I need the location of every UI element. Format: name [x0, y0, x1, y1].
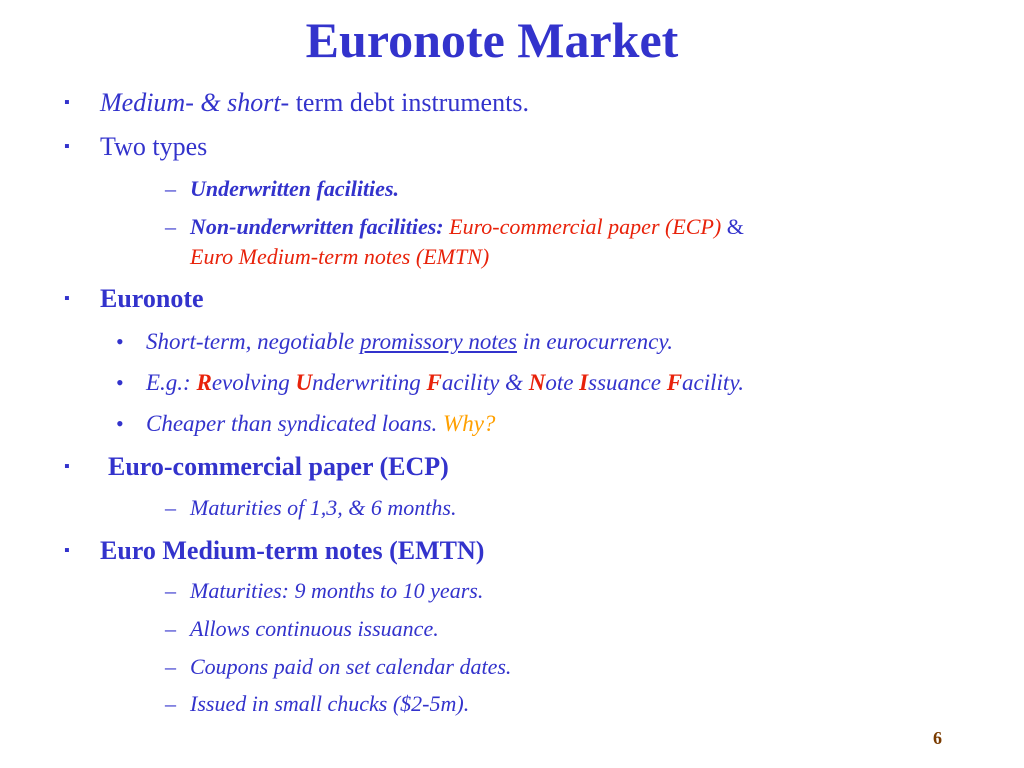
sub-short-term: Short-term, negotiable promissory notes in eurocurrency. — [146, 329, 674, 354]
sub-underwritten: Underwritten facilities. — [190, 176, 399, 201]
dash-bullet-icon: – — [165, 691, 176, 716]
bullet-emtn: Euro Medium-term notes (EMTN) — [100, 536, 485, 565]
dash-bullet-icon: – — [165, 654, 176, 679]
sub-emtn-maturities: Maturities: 9 months to 10 years. — [190, 578, 484, 603]
bullet-euronote: Euronote — [100, 284, 204, 313]
dash-bullet-icon: – — [165, 616, 176, 641]
round-bullet-icon: • — [116, 411, 124, 436]
bullet-ecp: Euro-commercial paper (ECP) — [108, 452, 449, 481]
square-bullet-icon: ▪ — [64, 94, 70, 111]
sub-ecp-maturities: Maturities of 1,3, & 6 months. — [190, 495, 457, 520]
sub-emtn-chunks: Issued in small chucks ($2-5m). — [190, 691, 470, 716]
square-bullet-icon: ▪ — [64, 290, 70, 307]
round-bullet-icon: • — [116, 370, 124, 395]
dash-bullet-icon: – — [165, 495, 176, 520]
bullet-medium-short: Medium- & short- term debt instruments. — [100, 88, 529, 117]
round-bullet-icon: • — [116, 329, 124, 354]
dash-bullet-icon: – — [165, 176, 176, 201]
sub-emtn-coupons: Coupons paid on set calendar dates. — [190, 654, 512, 679]
promissory-notes-link[interactable]: promissory notes — [360, 329, 517, 354]
dash-bullet-icon: – — [165, 578, 176, 603]
square-bullet-icon: ▪ — [64, 458, 70, 475]
sub-example-ruf-nif: E.g.: Revolving Underwriting Facility & Note Issuance Facility. — [146, 370, 745, 395]
bullet-two-types: Two types — [100, 132, 208, 161]
sub-non-underwritten-line2: Euro Medium-term notes (EMTN) — [190, 244, 490, 269]
square-bullet-icon: ▪ — [64, 138, 70, 155]
sub-non-underwritten: Non-underwritten facilities: Euro-commercial paper (ECP) & — [190, 214, 744, 239]
page-number: 6 — [933, 728, 942, 748]
square-bullet-icon: ▪ — [64, 542, 70, 559]
slide-title: Euronote Market — [305, 12, 679, 68]
sub-emtn-continuous: Allows continuous issuance. — [190, 616, 439, 641]
sub-cheaper: Cheaper than syndicated loans. Why? — [146, 411, 496, 436]
dash-bullet-icon: – — [165, 214, 176, 239]
